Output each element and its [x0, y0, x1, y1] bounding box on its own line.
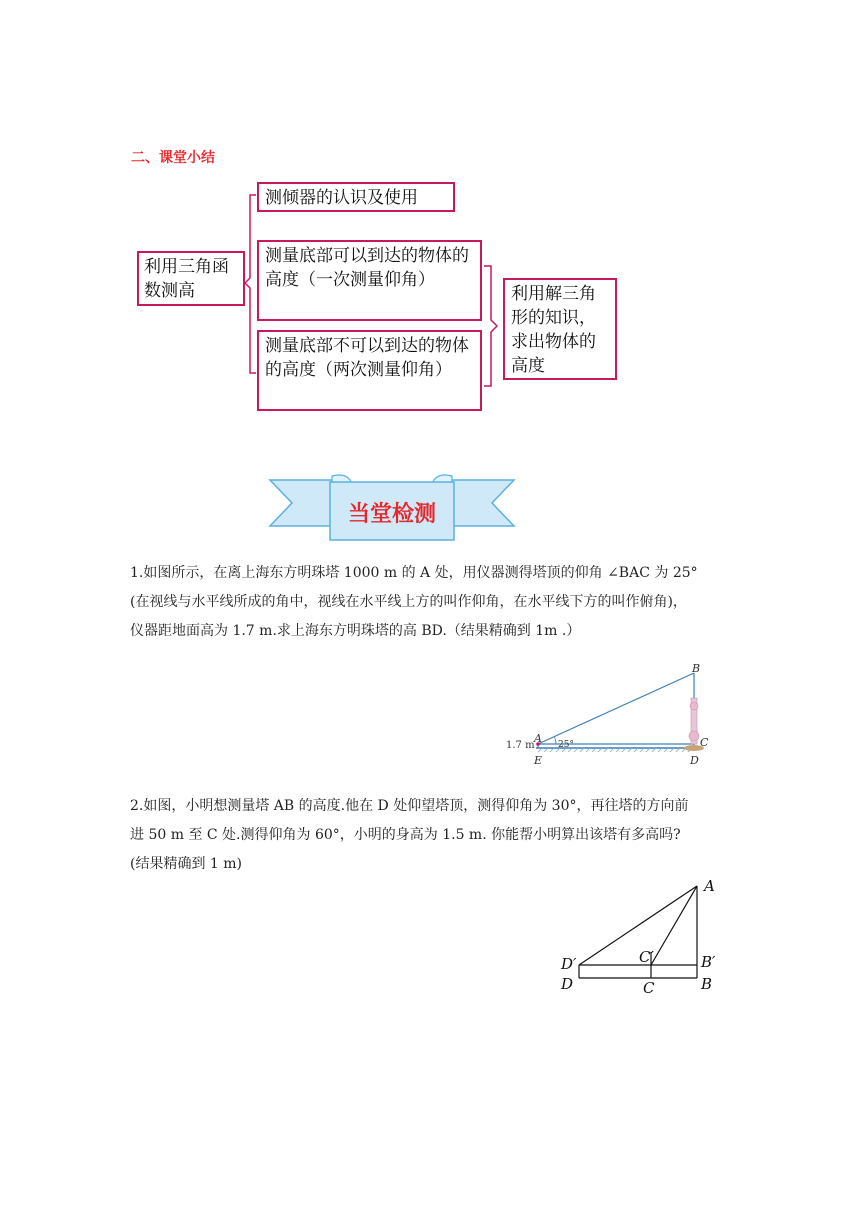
summary-branch-3: [257, 330, 482, 411]
question-2: [130, 792, 740, 879]
q2-label-Cp: C′: [639, 948, 654, 966]
question-2-line-1: 2.如图，小明想测量塔 AB 的高度.他在 D 处仰望塔顶，测得仰角为 30°，再往塔的方向前: [130, 798, 689, 814]
q2-label-Dp: D′: [561, 955, 577, 973]
q1-label-B: B: [692, 662, 701, 675]
q1-label-C: C: [700, 736, 709, 749]
summary-result-box: [503, 278, 617, 380]
question-2-figure: [555, 872, 735, 998]
question-2-line-3: (结果精确到 1 m): [130, 856, 243, 872]
summary-root-text: 利用三角函数测高: [144, 257, 229, 301]
q1-label-E: E: [534, 754, 543, 767]
q2-label-A: A: [704, 877, 715, 895]
question-1-figure: [500, 658, 720, 770]
q2-label-B: B: [701, 975, 713, 993]
q2-label-C: C: [643, 979, 655, 997]
q1-height-label: 1.7 m: [506, 740, 535, 751]
question-1-line-1: 1.如图所示，在离上海东方明珠塔 1000 m 的 A 处，用仪器测得塔顶的仰角 ∠BAC 为 25°: [130, 565, 698, 581]
summary-branch-1: [257, 182, 455, 212]
summary-branch-1-text: 测倾器的认识及使用: [265, 188, 418, 208]
section-heading: 二、课堂小结: [131, 150, 215, 166]
q1-label-D: D: [690, 754, 699, 767]
summary-branch-2-text: 测量底部可以到达的物体的高度（一次测量仰角）: [265, 246, 469, 290]
q1-angle-label: 25°: [558, 740, 574, 750]
summary-branch-2: [257, 240, 482, 321]
question-1: [130, 559, 740, 646]
question-1-line-2: (在视线与水平线所成的角中，视线在水平线上方的叫作仰角，在水平线下方的叫作俯角)，: [130, 594, 687, 610]
q2-label-D: D: [561, 975, 574, 993]
question-2-line-2: 进 50 m 至 C 处.测得仰角为 60°，小明的身高为 1.5 m. 你能帮小明算出该塔有多高吗?: [130, 827, 681, 843]
q2-label-Bp: B′: [701, 953, 716, 971]
q1-label-A: A: [534, 732, 542, 745]
banner: [268, 474, 516, 546]
summary-right-bracket: [482, 262, 504, 392]
summary-root-box: [137, 251, 245, 306]
banner-label: 当堂检测: [347, 502, 437, 527]
summary-branch-3-text: 测量底部不可以到达的物体的高度（两次测量仰角）: [265, 336, 469, 380]
question-1-line-3: 仪器距地面高为 1.7 m.求上海东方明珠塔的高 BD.（结果精确到 1m .）: [130, 623, 581, 639]
summary-result-text: 利用解三角形的知识，求出物体的高度: [511, 284, 596, 376]
